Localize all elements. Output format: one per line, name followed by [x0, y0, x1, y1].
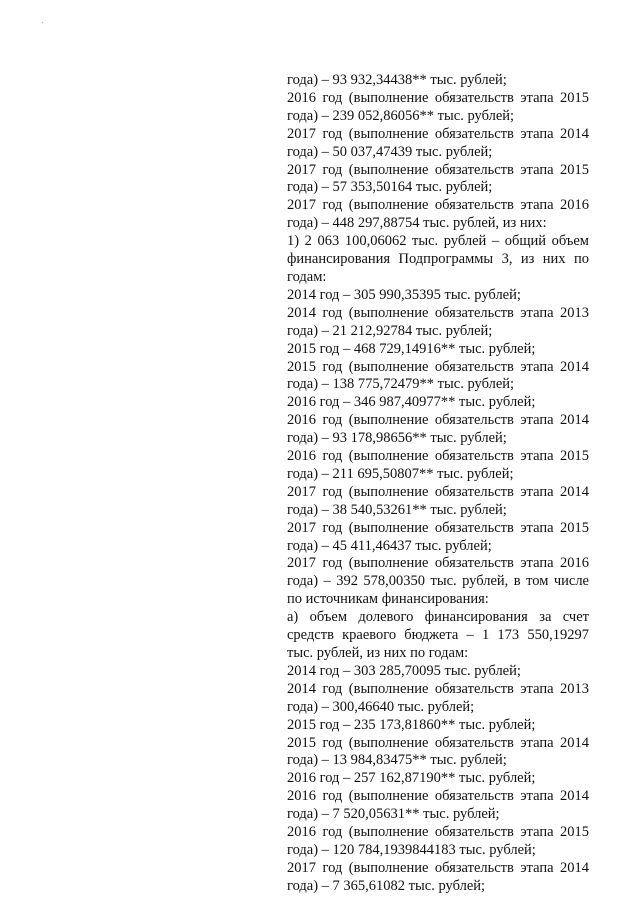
- text-line: 2016 год – 257 162,87190** тыс. рублей;: [287, 770, 536, 787]
- text-line: года) – 45 411,46437 тыс. рублей;: [287, 537, 492, 554]
- text-line: 2014 год – 305 990,35395 тыс. рублей;: [287, 286, 521, 303]
- text-line: года) – 7 365,61082 тыс. рублей;: [287, 877, 486, 894]
- text-line: 2014 год (выполнение обязательств этапа 2013: [287, 680, 589, 697]
- scan-speck: [42, 22, 43, 23]
- text-line: 2016 год – 346 987,40977** тыс. рублей;: [287, 394, 536, 411]
- text-line: средств краевого бюджета – 1 173 550,19297: [287, 627, 589, 644]
- text-line: 2014 год (выполнение обязательств этапа 2013: [287, 304, 589, 321]
- text-line: года) – 138 775,72479** тыс. рублей;: [287, 376, 515, 393]
- text-line: года) – 93 932,34438** тыс. рублей;: [287, 72, 507, 88]
- text-line: 2016 год (выполнение обязательств этапа 2015: [287, 448, 589, 465]
- text-line: года) – 300,46640 тыс. рублей;: [287, 698, 475, 715]
- text-line: года) – 7 520,05631** тыс. рублей;: [287, 806, 500, 823]
- text-line: 2016 год (выполнение обязательств этапа 2014: [287, 788, 589, 805]
- text-line: 2014 год – 303 285,70095 тыс. рублей;: [287, 662, 521, 679]
- text-line: года) – 13 984,83475** тыс. рублей;: [287, 752, 507, 769]
- text-line: тыс. рублей, из них по годам:: [287, 645, 469, 661]
- text-line: года) – 120 784,1939844183 тыс. рублей;: [287, 841, 536, 858]
- text-line: 1) 2 063 100,06062 тыс. рублей – общий объем: [287, 233, 589, 250]
- text-line: 2017 год (выполнение обязательств этапа 2015: [287, 519, 589, 536]
- text-line: по источникам финансирования:: [287, 591, 489, 608]
- text-line: года) – 211 695,50807** тыс. рублей;: [287, 465, 514, 482]
- text-line: года) – 392 578,00350 тыс. рублей, в том числе: [287, 573, 589, 590]
- text-line: года) – 50 037,47439 тыс. рублей;: [287, 143, 493, 160]
- text-line: а) объем долевого финансирования за счет: [287, 609, 589, 626]
- text-line: 2015 год – 468 729,14916** тыс. рублей;: [287, 340, 536, 357]
- text-line: 2017 год (выполнение обязательств этапа 2016: [287, 555, 589, 572]
- text-line: года) – 239 052,86056** тыс. рублей;: [287, 107, 515, 124]
- text-line: 2017 год (выполнение обязательств этапа 2015: [287, 161, 589, 178]
- text-line: 2017 год (выполнение обязательств этапа 2014: [287, 483, 589, 500]
- text-line: года) – 57 353,50164 тыс. рублей;: [287, 179, 493, 196]
- body-text: [287, 72, 589, 896]
- text-line: 2016 год (выполнение обязательств этапа 2015: [287, 89, 589, 106]
- text-line: 2017 год (выполнение обязательств этапа 2016: [287, 197, 589, 214]
- text-line: 2015 год – 235 173,81860** тыс. рублей;: [287, 716, 536, 733]
- text-line: годам:: [287, 268, 327, 285]
- text-line: 2016 год (выполнение обязательств этапа 2015: [287, 824, 589, 841]
- text-line: 2015 год (выполнение обязательств этапа 2014: [287, 358, 589, 375]
- text-line: года) – 93 178,98656** тыс. рублей;: [287, 430, 507, 447]
- text-line: финансирования Подпрограммы 3, из них по: [287, 251, 589, 268]
- text-line: 2016 год (выполнение обязательств этапа 2014: [287, 412, 589, 429]
- text-line: 2017 год (выполнение обязательств этапа 2014: [287, 125, 589, 142]
- text-line: 2017 год (выполнение обязательств этапа 2014: [287, 859, 589, 876]
- text-line: года) – 21 212,92784 тыс. рублей;: [287, 322, 493, 339]
- text-line: года) – 38 540,53261** тыс. рублей;: [287, 501, 507, 518]
- text-line: года) – 448 297,88754 тыс. рублей, из них:: [287, 215, 547, 232]
- text-line: 2015 год (выполнение обязательств этапа 2014: [287, 734, 589, 751]
